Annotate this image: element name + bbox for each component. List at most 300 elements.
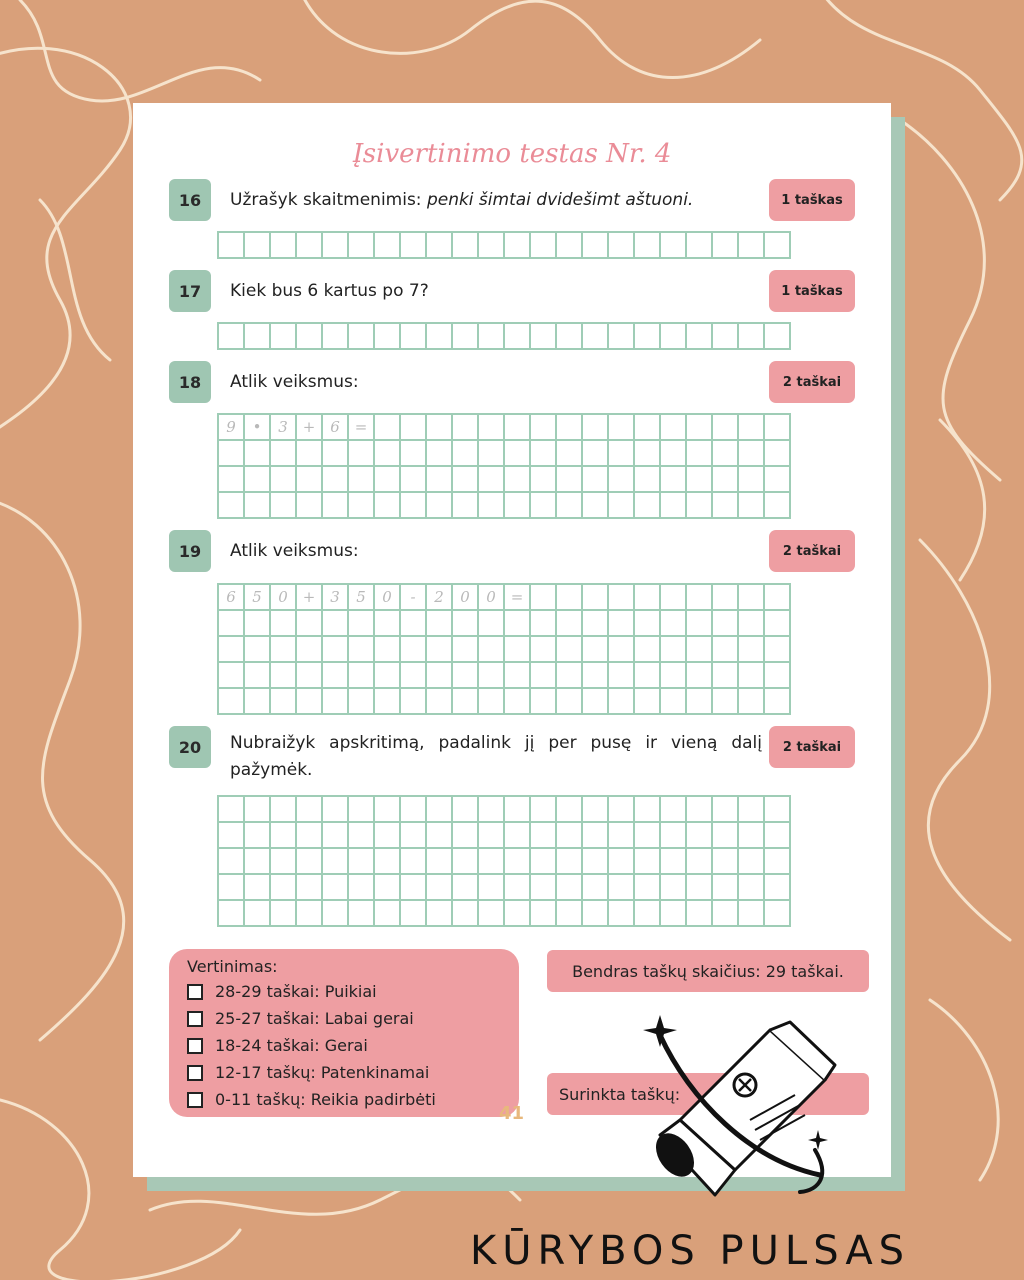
grid-cell[interactable] bbox=[453, 849, 479, 875]
grid-cell[interactable] bbox=[583, 875, 609, 901]
grid-cell[interactable]: 3 bbox=[271, 415, 297, 441]
grid-cell[interactable] bbox=[765, 663, 791, 689]
grid-cell[interactable] bbox=[583, 493, 609, 519]
grid-cell[interactable] bbox=[401, 233, 427, 259]
grid-cell[interactable] bbox=[609, 415, 635, 441]
grid-cell[interactable] bbox=[479, 823, 505, 849]
grid-cell[interactable] bbox=[375, 493, 401, 519]
grid-cell[interactable] bbox=[531, 233, 557, 259]
grid-cell[interactable] bbox=[453, 441, 479, 467]
grid-cell[interactable] bbox=[635, 585, 661, 611]
grid-cell[interactable] bbox=[349, 823, 375, 849]
grid-cell[interactable] bbox=[453, 493, 479, 519]
evaluation-item[interactable]: 28-29 taškai: Puikiai bbox=[187, 978, 501, 1005]
grid-cell[interactable] bbox=[427, 493, 453, 519]
grid-cell[interactable] bbox=[323, 467, 349, 493]
grid-cell[interactable] bbox=[635, 875, 661, 901]
grid-cell[interactable] bbox=[687, 493, 713, 519]
grid-cell[interactable] bbox=[557, 585, 583, 611]
grid-cell[interactable] bbox=[323, 901, 349, 927]
grid-cell[interactable] bbox=[479, 493, 505, 519]
grid-cell[interactable] bbox=[401, 324, 427, 350]
grid-cell[interactable] bbox=[427, 637, 453, 663]
grid-cell[interactable] bbox=[323, 441, 349, 467]
grid-cell[interactable] bbox=[427, 233, 453, 259]
grid-cell[interactable] bbox=[219, 493, 245, 519]
grid-cell[interactable] bbox=[505, 467, 531, 493]
grid-cell[interactable] bbox=[479, 233, 505, 259]
grid-cell[interactable] bbox=[765, 415, 791, 441]
grid-cell[interactable] bbox=[765, 689, 791, 715]
grid-cell[interactable] bbox=[297, 637, 323, 663]
grid-cell[interactable] bbox=[583, 324, 609, 350]
grid-cell[interactable] bbox=[505, 823, 531, 849]
grid-cell[interactable] bbox=[453, 415, 479, 441]
grid-cell[interactable] bbox=[531, 441, 557, 467]
grid-cell[interactable] bbox=[557, 233, 583, 259]
grid-cell[interactable] bbox=[349, 467, 375, 493]
grid-cell[interactable] bbox=[557, 689, 583, 715]
grid-cell[interactable] bbox=[505, 797, 531, 823]
grid-cell[interactable] bbox=[219, 901, 245, 927]
grid-cell[interactable]: 9 bbox=[219, 415, 245, 441]
grid-cell[interactable] bbox=[739, 689, 765, 715]
grid-cell[interactable] bbox=[219, 823, 245, 849]
grid-cell[interactable] bbox=[557, 823, 583, 849]
grid-cell[interactable] bbox=[349, 663, 375, 689]
grid-cell[interactable] bbox=[765, 823, 791, 849]
grid-cell[interactable] bbox=[375, 324, 401, 350]
grid-cell[interactable] bbox=[453, 689, 479, 715]
grid-cell[interactable] bbox=[297, 233, 323, 259]
grid-cell[interactable] bbox=[297, 493, 323, 519]
grid-cell[interactable] bbox=[219, 441, 245, 467]
grid-cell[interactable] bbox=[661, 415, 687, 441]
grid-cell[interactable] bbox=[427, 415, 453, 441]
grid-cell[interactable] bbox=[323, 637, 349, 663]
grid-cell[interactable] bbox=[271, 797, 297, 823]
grid-cell[interactable] bbox=[453, 467, 479, 493]
grid-cell[interactable] bbox=[505, 415, 531, 441]
grid-cell[interactable] bbox=[349, 901, 375, 927]
grid-cell[interactable] bbox=[609, 637, 635, 663]
grid-cell[interactable] bbox=[765, 493, 791, 519]
grid-cell[interactable] bbox=[713, 849, 739, 875]
grid-cell[interactable] bbox=[401, 875, 427, 901]
grid-cell[interactable] bbox=[479, 797, 505, 823]
grid-cell[interactable] bbox=[739, 467, 765, 493]
grid-cell[interactable] bbox=[583, 233, 609, 259]
grid-cell[interactable] bbox=[583, 901, 609, 927]
grid-cell[interactable] bbox=[427, 689, 453, 715]
grid-cell[interactable] bbox=[713, 823, 739, 849]
checkbox-icon[interactable] bbox=[187, 984, 203, 1000]
grid-cell[interactable] bbox=[557, 875, 583, 901]
grid-cell[interactable]: • bbox=[245, 415, 271, 441]
grid-cell[interactable] bbox=[375, 849, 401, 875]
grid-cell[interactable] bbox=[427, 611, 453, 637]
grid-cell[interactable] bbox=[713, 663, 739, 689]
grid-cell[interactable] bbox=[271, 823, 297, 849]
evaluation-item[interactable]: 18-24 taškai: Gerai bbox=[187, 1032, 501, 1059]
grid-cell[interactable] bbox=[219, 797, 245, 823]
grid-cell[interactable] bbox=[401, 663, 427, 689]
grid-cell[interactable]: 0 bbox=[375, 585, 401, 611]
grid-cell[interactable] bbox=[661, 637, 687, 663]
grid-cell[interactable] bbox=[687, 689, 713, 715]
grid-cell[interactable] bbox=[349, 637, 375, 663]
grid-cell[interactable] bbox=[505, 663, 531, 689]
grid-cell[interactable] bbox=[765, 324, 791, 350]
grid-cell[interactable] bbox=[583, 823, 609, 849]
grid-cell[interactable] bbox=[687, 324, 713, 350]
grid-cell[interactable] bbox=[713, 324, 739, 350]
grid-cell[interactable] bbox=[479, 689, 505, 715]
grid-cell[interactable] bbox=[713, 467, 739, 493]
grid-cell[interactable] bbox=[661, 611, 687, 637]
grid-cell[interactable] bbox=[401, 689, 427, 715]
grid-cell[interactable] bbox=[713, 875, 739, 901]
grid-cell[interactable]: + bbox=[297, 415, 323, 441]
grid-cell[interactable] bbox=[609, 493, 635, 519]
grid-cell[interactable] bbox=[375, 663, 401, 689]
grid-cell[interactable] bbox=[557, 611, 583, 637]
grid-cell[interactable] bbox=[271, 901, 297, 927]
grid-cell[interactable] bbox=[453, 823, 479, 849]
grid-cell[interactable] bbox=[505, 637, 531, 663]
grid-cell[interactable] bbox=[297, 689, 323, 715]
grid-cell[interactable] bbox=[635, 797, 661, 823]
grid-cell[interactable] bbox=[375, 415, 401, 441]
grid-cell[interactable] bbox=[531, 689, 557, 715]
grid-cell[interactable] bbox=[713, 901, 739, 927]
grid-cell[interactable] bbox=[401, 611, 427, 637]
grid-cell[interactable] bbox=[765, 441, 791, 467]
grid-cell[interactable] bbox=[531, 875, 557, 901]
grid-cell[interactable] bbox=[609, 611, 635, 637]
grid-cell[interactable] bbox=[479, 663, 505, 689]
grid-cell[interactable] bbox=[453, 901, 479, 927]
grid-cell[interactable] bbox=[505, 493, 531, 519]
grid-cell[interactable] bbox=[765, 849, 791, 875]
grid-cell[interactable] bbox=[245, 637, 271, 663]
grid-cell[interactable] bbox=[349, 324, 375, 350]
grid-cell[interactable] bbox=[401, 467, 427, 493]
grid-cell[interactable] bbox=[739, 797, 765, 823]
grid-cell[interactable] bbox=[245, 493, 271, 519]
grid-cell[interactable] bbox=[609, 823, 635, 849]
answer-grid[interactable] bbox=[217, 231, 791, 259]
checkbox-icon[interactable] bbox=[187, 1038, 203, 1054]
grid-cell[interactable] bbox=[245, 467, 271, 493]
grid-cell[interactable] bbox=[739, 637, 765, 663]
grid-cell[interactable] bbox=[453, 611, 479, 637]
grid-cell[interactable] bbox=[531, 415, 557, 441]
grid-cell[interactable] bbox=[531, 663, 557, 689]
grid-cell[interactable] bbox=[661, 875, 687, 901]
evaluation-item[interactable]: 0-11 taškų: Reikia padirbėti bbox=[187, 1086, 501, 1113]
grid-cell[interactable] bbox=[713, 689, 739, 715]
grid-cell[interactable] bbox=[661, 233, 687, 259]
grid-cell[interactable] bbox=[713, 611, 739, 637]
grid-cell[interactable] bbox=[765, 637, 791, 663]
grid-cell[interactable] bbox=[531, 797, 557, 823]
grid-cell[interactable] bbox=[297, 849, 323, 875]
grid-cell[interactable] bbox=[453, 233, 479, 259]
grid-cell[interactable] bbox=[531, 823, 557, 849]
grid-cell[interactable] bbox=[583, 611, 609, 637]
grid-cell[interactable] bbox=[687, 415, 713, 441]
grid-cell[interactable] bbox=[661, 441, 687, 467]
grid-cell[interactable] bbox=[609, 875, 635, 901]
grid-cell[interactable] bbox=[453, 797, 479, 823]
grid-cell[interactable] bbox=[505, 233, 531, 259]
grid-cell[interactable] bbox=[479, 901, 505, 927]
grid-cell[interactable] bbox=[245, 233, 271, 259]
grid-cell[interactable] bbox=[713, 797, 739, 823]
grid-cell[interactable] bbox=[401, 823, 427, 849]
checkbox-icon[interactable] bbox=[187, 1092, 203, 1108]
grid-cell[interactable] bbox=[583, 689, 609, 715]
grid-cell[interactable] bbox=[453, 637, 479, 663]
grid-cell[interactable] bbox=[245, 663, 271, 689]
grid-cell[interactable] bbox=[687, 233, 713, 259]
grid-cell[interactable] bbox=[531, 324, 557, 350]
grid-cell[interactable] bbox=[323, 493, 349, 519]
grid-cell[interactable] bbox=[245, 901, 271, 927]
grid-cell[interactable] bbox=[245, 849, 271, 875]
grid-cell[interactable] bbox=[401, 441, 427, 467]
grid-cell[interactable] bbox=[557, 849, 583, 875]
grid-cell[interactable] bbox=[479, 849, 505, 875]
grid-cell[interactable] bbox=[453, 324, 479, 350]
grid-cell[interactable] bbox=[375, 611, 401, 637]
grid-cell[interactable] bbox=[531, 467, 557, 493]
grid-cell[interactable] bbox=[375, 233, 401, 259]
grid-cell[interactable] bbox=[245, 875, 271, 901]
grid-cell[interactable] bbox=[297, 797, 323, 823]
grid-cell[interactable] bbox=[245, 324, 271, 350]
grid-cell[interactable] bbox=[219, 324, 245, 350]
grid-cell[interactable] bbox=[687, 637, 713, 663]
grid-cell[interactable] bbox=[635, 849, 661, 875]
grid-cell[interactable] bbox=[583, 797, 609, 823]
collected-points-box[interactable]: Surinkta taškų: bbox=[547, 1073, 869, 1115]
grid-cell[interactable] bbox=[349, 441, 375, 467]
grid-cell[interactable] bbox=[349, 611, 375, 637]
grid-cell[interactable] bbox=[297, 467, 323, 493]
grid-cell[interactable] bbox=[557, 901, 583, 927]
grid-cell[interactable] bbox=[765, 901, 791, 927]
grid-cell[interactable] bbox=[765, 611, 791, 637]
grid-cell[interactable] bbox=[739, 233, 765, 259]
grid-cell[interactable] bbox=[739, 585, 765, 611]
grid-cell[interactable] bbox=[349, 233, 375, 259]
grid-cell[interactable] bbox=[739, 663, 765, 689]
grid-cell[interactable] bbox=[713, 415, 739, 441]
grid-cell[interactable] bbox=[531, 637, 557, 663]
grid-cell[interactable] bbox=[609, 797, 635, 823]
grid-cell[interactable] bbox=[739, 441, 765, 467]
grid-cell[interactable] bbox=[687, 849, 713, 875]
grid-cell[interactable] bbox=[375, 689, 401, 715]
grid-cell[interactable] bbox=[713, 493, 739, 519]
grid-cell[interactable] bbox=[739, 611, 765, 637]
grid-cell[interactable] bbox=[583, 849, 609, 875]
grid-cell[interactable] bbox=[453, 663, 479, 689]
grid-cell[interactable] bbox=[323, 324, 349, 350]
answer-grid[interactable] bbox=[217, 795, 791, 927]
grid-cell[interactable] bbox=[635, 689, 661, 715]
grid-cell[interactable] bbox=[271, 849, 297, 875]
grid-cell[interactable] bbox=[427, 901, 453, 927]
grid-cell[interactable] bbox=[739, 324, 765, 350]
grid-cell[interactable] bbox=[271, 233, 297, 259]
grid-cell[interactable] bbox=[245, 689, 271, 715]
grid-cell[interactable] bbox=[661, 585, 687, 611]
grid-cell[interactable] bbox=[557, 467, 583, 493]
grid-cell[interactable] bbox=[661, 467, 687, 493]
grid-cell[interactable] bbox=[687, 875, 713, 901]
grid-cell[interactable] bbox=[271, 875, 297, 901]
grid-cell[interactable] bbox=[323, 233, 349, 259]
grid-cell[interactable] bbox=[661, 823, 687, 849]
grid-cell[interactable] bbox=[219, 875, 245, 901]
grid-cell[interactable] bbox=[505, 611, 531, 637]
grid-cell[interactable] bbox=[687, 611, 713, 637]
grid-cell[interactable] bbox=[505, 901, 531, 927]
grid-cell[interactable]: 5 bbox=[245, 585, 271, 611]
grid-cell[interactable] bbox=[661, 901, 687, 927]
grid-cell[interactable] bbox=[349, 875, 375, 901]
grid-cell[interactable] bbox=[739, 875, 765, 901]
grid-cell[interactable] bbox=[609, 689, 635, 715]
grid-cell[interactable]: 0 bbox=[453, 585, 479, 611]
grid-cell[interactable]: - bbox=[401, 585, 427, 611]
grid-cell[interactable] bbox=[635, 441, 661, 467]
grid-cell[interactable] bbox=[687, 901, 713, 927]
grid-cell[interactable] bbox=[739, 415, 765, 441]
grid-cell[interactable] bbox=[297, 324, 323, 350]
grid-cell[interactable] bbox=[713, 233, 739, 259]
grid-cell[interactable] bbox=[245, 797, 271, 823]
grid-cell[interactable] bbox=[557, 493, 583, 519]
grid-cell[interactable] bbox=[375, 823, 401, 849]
grid-cell[interactable] bbox=[349, 689, 375, 715]
grid-cell[interactable] bbox=[583, 467, 609, 493]
grid-cell[interactable] bbox=[219, 637, 245, 663]
grid-cell[interactable] bbox=[531, 901, 557, 927]
grid-cell[interactable] bbox=[687, 467, 713, 493]
grid-cell[interactable] bbox=[271, 441, 297, 467]
grid-cell[interactable] bbox=[297, 875, 323, 901]
grid-cell[interactable] bbox=[505, 324, 531, 350]
grid-cell[interactable] bbox=[375, 637, 401, 663]
grid-cell[interactable] bbox=[609, 663, 635, 689]
grid-cell[interactable] bbox=[349, 493, 375, 519]
grid-cell[interactable] bbox=[427, 797, 453, 823]
grid-cell[interactable] bbox=[505, 689, 531, 715]
grid-cell[interactable] bbox=[687, 823, 713, 849]
grid-cell[interactable] bbox=[765, 585, 791, 611]
evaluation-item[interactable]: 25-27 taškai: Labai gerai bbox=[187, 1005, 501, 1032]
grid-cell[interactable] bbox=[635, 611, 661, 637]
grid-cell[interactable] bbox=[635, 493, 661, 519]
grid-cell[interactable] bbox=[557, 797, 583, 823]
grid-cell[interactable] bbox=[479, 611, 505, 637]
grid-cell[interactable] bbox=[765, 797, 791, 823]
grid-cell[interactable] bbox=[765, 875, 791, 901]
grid-cell[interactable] bbox=[271, 611, 297, 637]
grid-cell[interactable] bbox=[297, 823, 323, 849]
grid-cell[interactable] bbox=[271, 689, 297, 715]
grid-cell[interactable] bbox=[219, 233, 245, 259]
grid-cell[interactable] bbox=[661, 849, 687, 875]
grid-cell[interactable] bbox=[739, 901, 765, 927]
grid-cell[interactable] bbox=[479, 441, 505, 467]
grid-cell[interactable] bbox=[375, 467, 401, 493]
grid-cell[interactable] bbox=[687, 797, 713, 823]
grid-cell[interactable] bbox=[765, 467, 791, 493]
grid-cell[interactable] bbox=[401, 797, 427, 823]
grid-cell[interactable] bbox=[583, 441, 609, 467]
grid-cell[interactable] bbox=[219, 467, 245, 493]
grid-cell[interactable]: 0 bbox=[271, 585, 297, 611]
grid-cell[interactable] bbox=[635, 467, 661, 493]
grid-cell[interactable] bbox=[687, 441, 713, 467]
grid-cell[interactable] bbox=[401, 637, 427, 663]
grid-cell[interactable] bbox=[323, 663, 349, 689]
grid-cell[interactable] bbox=[661, 797, 687, 823]
grid-cell[interactable] bbox=[635, 637, 661, 663]
grid-cell[interactable] bbox=[271, 467, 297, 493]
grid-cell[interactable] bbox=[427, 849, 453, 875]
grid-cell[interactable] bbox=[401, 849, 427, 875]
answer-grid[interactable] bbox=[217, 322, 791, 350]
grid-cell[interactable] bbox=[739, 493, 765, 519]
grid-cell[interactable]: 6 bbox=[219, 585, 245, 611]
grid-cell[interactable] bbox=[661, 324, 687, 350]
grid-cell[interactable] bbox=[531, 849, 557, 875]
grid-cell[interactable]: 3 bbox=[323, 585, 349, 611]
grid-cell[interactable] bbox=[219, 689, 245, 715]
grid-cell[interactable] bbox=[713, 637, 739, 663]
grid-cell[interactable] bbox=[609, 901, 635, 927]
grid-cell[interactable] bbox=[297, 901, 323, 927]
grid-cell[interactable] bbox=[765, 233, 791, 259]
grid-cell[interactable] bbox=[349, 797, 375, 823]
checkbox-icon[interactable] bbox=[187, 1065, 203, 1081]
grid-cell[interactable] bbox=[323, 689, 349, 715]
grid-cell[interactable] bbox=[297, 611, 323, 637]
grid-cell[interactable] bbox=[531, 585, 557, 611]
grid-cell[interactable] bbox=[479, 415, 505, 441]
grid-cell[interactable] bbox=[635, 415, 661, 441]
grid-cell[interactable] bbox=[713, 441, 739, 467]
grid-cell[interactable] bbox=[687, 585, 713, 611]
grid-cell[interactable] bbox=[609, 233, 635, 259]
grid-cell[interactable] bbox=[219, 663, 245, 689]
grid-cell[interactable] bbox=[271, 324, 297, 350]
grid-cell[interactable] bbox=[375, 901, 401, 927]
grid-cell[interactable] bbox=[401, 415, 427, 441]
grid-cell[interactable] bbox=[271, 637, 297, 663]
grid-cell[interactable] bbox=[687, 663, 713, 689]
grid-cell[interactable] bbox=[323, 611, 349, 637]
grid-cell[interactable] bbox=[427, 875, 453, 901]
grid-cell[interactable] bbox=[583, 585, 609, 611]
grid-cell[interactable]: = bbox=[349, 415, 375, 441]
